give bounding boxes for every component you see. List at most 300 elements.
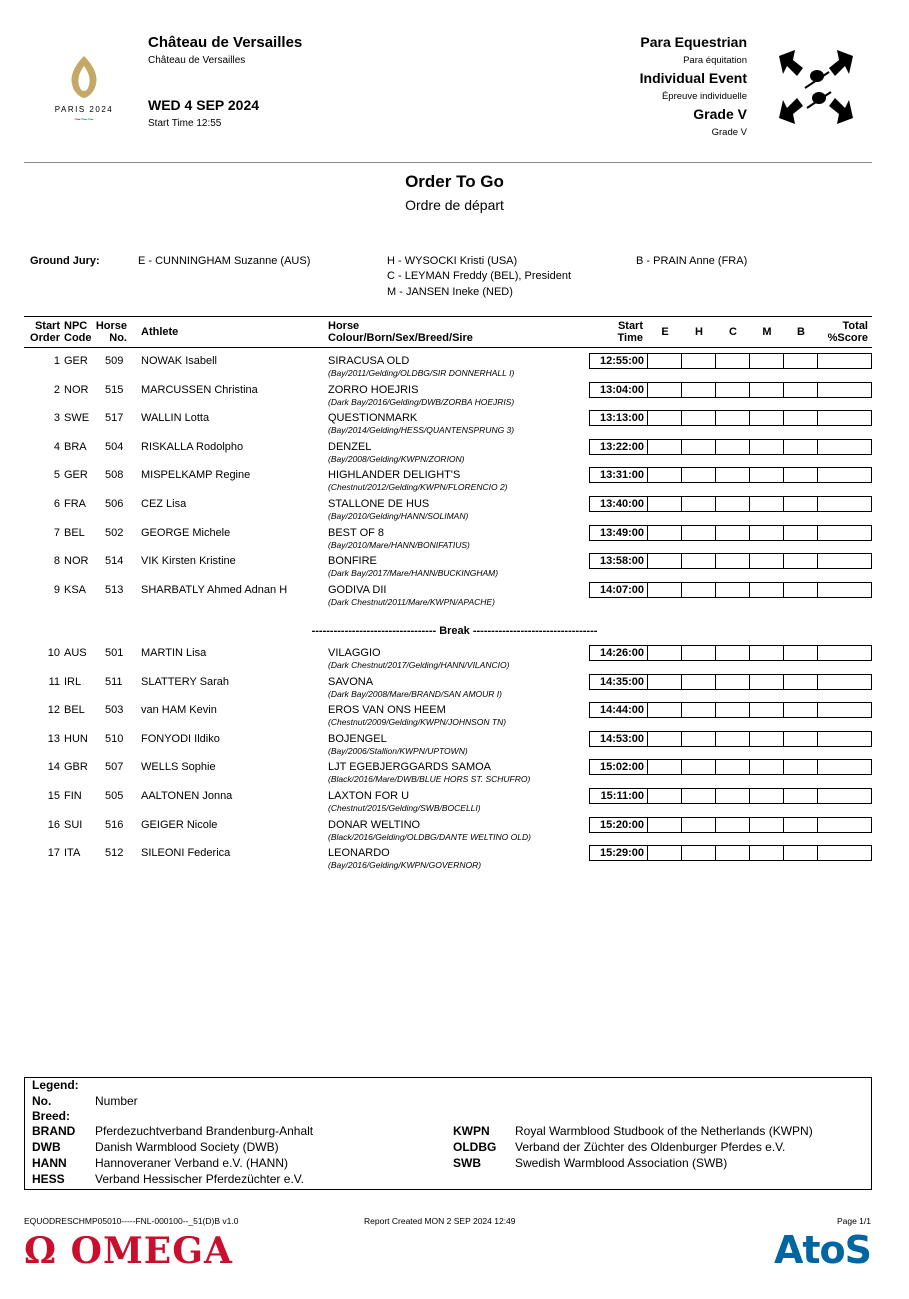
- score-box: [715, 439, 750, 455]
- time-box: [589, 496, 648, 512]
- col-horse-no-1: Horse: [95, 320, 127, 332]
- table-row: [24, 843, 874, 871]
- score-box: [783, 496, 818, 512]
- start-order: 17: [47, 847, 60, 860]
- athlete-name: CEZ Lisa: [141, 498, 187, 510]
- start-order: 10: [47, 647, 60, 659]
- score-box: [783, 845, 818, 861]
- legend-key: SWB: [453, 1156, 481, 1170]
- start-time-cell: 14:44:00: [599, 704, 644, 717]
- score-box: [647, 410, 682, 426]
- table-row: [24, 494, 874, 522]
- npc-code: BEL: [64, 704, 85, 717]
- horse-description: (Bay/2008/Gelding/KWPN/ZORION): [328, 453, 465, 464]
- score-box: [647, 788, 682, 804]
- time-box: [589, 553, 648, 569]
- horse-number: 504: [105, 440, 124, 453]
- athlete-name: GEORGE Michele: [141, 526, 231, 539]
- horse-number: 509: [105, 355, 124, 367]
- athlete-name: van HAM Kevin: [141, 704, 217, 717]
- legend-no-value: Number: [95, 1094, 138, 1108]
- time-box: [589, 410, 648, 426]
- score-box: [817, 788, 872, 804]
- score-box: [681, 788, 716, 804]
- npc-code: SUI: [64, 818, 83, 831]
- score-box: [715, 788, 750, 804]
- table-row: [24, 729, 874, 757]
- score-box: [715, 817, 750, 833]
- score-box: [681, 674, 716, 690]
- score-box: [715, 553, 750, 569]
- score-box: [715, 845, 750, 861]
- horse-number: 503: [105, 704, 124, 717]
- score-box: [715, 582, 750, 598]
- grade-fr: Grade V: [711, 127, 747, 138]
- legend-box: [24, 1077, 872, 1190]
- score-box: [647, 759, 682, 775]
- score-box: [749, 553, 784, 569]
- score-box: [681, 817, 716, 833]
- table-row: [24, 551, 874, 579]
- horse-name: LEONARDO: [328, 847, 390, 860]
- legend-key: BRAND: [32, 1124, 76, 1138]
- score-box: [817, 817, 872, 833]
- score-box: [783, 645, 818, 661]
- col-total-2: %Score: [827, 332, 868, 344]
- score-box: [783, 382, 818, 398]
- start-time-cell: 12:55:00: [599, 355, 644, 367]
- horse-name: ZORRO HOEJRIS: [328, 383, 419, 396]
- athlete-name: AALTONEN Jonna: [141, 790, 233, 802]
- col-horse-2: Colour/Born/Sex/Breed/Sire: [328, 332, 473, 344]
- legend-title: Legend:: [32, 1078, 79, 1092]
- athlete-name: MARCUSSEN Christina: [141, 383, 258, 396]
- table-row: [24, 523, 874, 551]
- legend-key: HANN: [32, 1156, 67, 1170]
- jury-label: Ground Jury:: [30, 255, 100, 267]
- npc-code: BEL: [64, 526, 85, 539]
- horse-description: (Chestnut/2015/Gelding/SWB/BOCELLI): [328, 803, 481, 813]
- horse-number: 516: [105, 818, 124, 831]
- horse-number: 505: [105, 790, 124, 802]
- omega-logo: Ω OMEGA: [24, 1230, 233, 1272]
- athlete-name: WALLIN Lotta: [141, 412, 210, 425]
- horse-number: 512: [105, 847, 124, 860]
- score-box: [783, 525, 818, 541]
- time-box: [589, 731, 648, 747]
- horse-name: HIGHLANDER DELIGHT'S: [328, 469, 461, 482]
- score-box: [749, 353, 784, 369]
- horse-description: (Dark Chestnut/2017/Gelding/HANN/VILANCIO): [328, 660, 510, 670]
- score-box: [783, 582, 818, 598]
- horse-description: (Dark Bay/2008/Mare/BRAND/SAN AMOUR I): [328, 688, 502, 699]
- horse-description: (Bay/2006/Stallion/KWPN/UPTOWN): [328, 745, 468, 756]
- grade: Grade V: [693, 106, 747, 122]
- score-box: [681, 702, 716, 718]
- time-box: [589, 353, 648, 369]
- table-row: [24, 351, 874, 379]
- athlete-name: NOWAK Isabell: [141, 355, 218, 367]
- horse-description: (Dark Bay/2017/Mare/HANN/BUCKINGHAM): [328, 568, 499, 579]
- table-row: [24, 757, 874, 785]
- horse-description: (Dark Bay/2016/Gelding/DWB/ZORBA HOEJRIS): [328, 396, 515, 407]
- score-box: [681, 759, 716, 775]
- npc-code: SWE: [64, 412, 90, 425]
- page-subtitle: Ordre de départ: [405, 197, 504, 213]
- npc-code: BRA: [64, 440, 87, 453]
- score-box: [681, 731, 716, 747]
- start-time-cell: 14:26:00: [599, 647, 644, 659]
- horse-number: 515: [105, 383, 124, 396]
- time-box: [589, 845, 648, 861]
- score-box: [715, 645, 750, 661]
- athlete-name: WELLS Sophie: [141, 761, 216, 774]
- score-box: [783, 439, 818, 455]
- horse-name: LAXTON FOR U: [328, 790, 410, 802]
- score-box: [681, 353, 716, 369]
- legend-key: DWB: [32, 1140, 61, 1154]
- judge-m: M - JANSEN Ineke (NED): [387, 286, 513, 298]
- col-start-time-1: Start: [617, 320, 643, 332]
- judge-e: E - CUNNINGHAM Suzanne (AUS): [138, 255, 311, 267]
- table-row: [24, 408, 874, 436]
- score-box: [647, 674, 682, 690]
- score-box: [783, 788, 818, 804]
- athlete-name: VIK Kirsten Kristine: [141, 555, 236, 568]
- start-order: 12: [47, 704, 60, 717]
- score-box: [647, 731, 682, 747]
- legend-value: Pferdezuchtverband Brandenburg-Anhalt: [95, 1124, 314, 1138]
- paris-2024-logo: [54, 52, 114, 128]
- horse-name: SIRACUSA OLD: [328, 355, 410, 367]
- score-box: [749, 702, 784, 718]
- table-row: [24, 465, 874, 493]
- horse-number: 514: [105, 555, 124, 568]
- start-time-cell: 14:07:00: [599, 583, 644, 596]
- npc-code: GER: [64, 469, 88, 482]
- time-box: [589, 788, 648, 804]
- start-time-cell: 14:53:00: [599, 732, 644, 745]
- score-box: [817, 731, 872, 747]
- start-order: 8: [53, 555, 60, 568]
- legend-value: Hannoveraner Verband e.V. (HANN): [95, 1156, 288, 1170]
- horse-number: 508: [105, 469, 124, 482]
- start-order: 9: [53, 583, 60, 596]
- start-time-cell: 13:31:00: [599, 469, 644, 482]
- horse-name: QUESTIONMARK: [328, 412, 418, 425]
- score-box: [817, 553, 872, 569]
- score-box: [817, 645, 872, 661]
- score-box: [749, 674, 784, 690]
- page-title: Order To Go: [405, 172, 504, 191]
- sport-name: Para Equestrian: [640, 34, 747, 50]
- npc-code: FIN: [64, 790, 82, 802]
- npc-code: FRA: [64, 498, 86, 510]
- score-box: [715, 759, 750, 775]
- table-row: [24, 700, 874, 728]
- start-time-cell: 15:20:00: [599, 818, 644, 831]
- page-number: Page 1/1: [836, 1216, 871, 1226]
- horse-description: (Bay/2014/Gelding/HESS/QUANTENSPRUNG 3): [328, 425, 515, 436]
- col-horse-1: Horse: [328, 320, 360, 332]
- score-box: [647, 467, 682, 483]
- score-box: [715, 382, 750, 398]
- horse-description: (Bay/2010/Mare/HANN/BONIFATIUS): [328, 539, 470, 550]
- horse-description: (Chestnut/2009/Gelding/KWPN/JOHNSON TN): [328, 717, 507, 728]
- score-box: [783, 553, 818, 569]
- score-box: [817, 845, 872, 861]
- score-box: [715, 467, 750, 483]
- table-row: [24, 672, 874, 700]
- event-name: Individual Event: [639, 70, 747, 86]
- start-order: 15: [47, 790, 60, 802]
- start-order: 1: [53, 355, 60, 367]
- horse-name: SAVONA: [328, 675, 374, 688]
- npc-code: NOR: [64, 383, 89, 396]
- score-box: [749, 467, 784, 483]
- col-npc-2: Code: [64, 332, 92, 344]
- legend-no-key: No.: [32, 1094, 52, 1108]
- horse-name: EROS VAN ONS HEEM: [328, 704, 446, 717]
- start-time-cell: 13:13:00: [599, 412, 644, 425]
- score-box: [715, 525, 750, 541]
- athlete-name: SLATTERY Sarah: [141, 675, 230, 688]
- legend-value: Royal Warmblood Studbook of the Netherlands (KWPN): [515, 1124, 813, 1138]
- horse-description: (Black/2016/Mare/DWB/BLUE HORS ST. SCHUFRO): [328, 774, 531, 785]
- score-box: [783, 759, 818, 775]
- score-box: [817, 467, 872, 483]
- score-box: [749, 645, 784, 661]
- atos-logo: AtoS: [773, 1228, 871, 1272]
- horse-number: 506: [105, 498, 124, 510]
- start-time-cell: 13:58:00: [599, 555, 644, 568]
- start-order: 13: [47, 732, 60, 745]
- horse-number: 501: [105, 647, 124, 659]
- legend-key: OLDBG: [453, 1140, 497, 1154]
- start-time-cell: 13:04:00: [599, 383, 644, 396]
- start-order: 11: [48, 675, 60, 688]
- score-box: [647, 553, 682, 569]
- horse-name: LJT EGEBJERGGARDS SAMOA: [328, 761, 492, 774]
- table-row: [24, 815, 874, 843]
- horse-number: 507: [105, 761, 124, 774]
- score-box: [681, 382, 716, 398]
- venue-subtitle: Château de Versailles: [148, 55, 246, 66]
- npc-code: KSA: [64, 583, 87, 596]
- judge-b: B - PRAIN Anne (FRA): [636, 255, 748, 267]
- score-box: [647, 496, 682, 512]
- horse-description: (Chestnut/2012/Gelding/KWPN/FLORENCIO 2): [328, 482, 508, 493]
- score-box: [783, 731, 818, 747]
- score-box: [647, 702, 682, 718]
- horse-number: 502: [105, 526, 124, 539]
- score-box: [647, 817, 682, 833]
- time-box: [589, 382, 648, 398]
- time-box: [589, 759, 648, 775]
- col-m: M: [762, 326, 772, 338]
- score-box: [715, 496, 750, 512]
- horse-name: DONAR WELTINO: [328, 818, 421, 831]
- score-box: [749, 525, 784, 541]
- horse-description: (Bay/2011/Gelding/OLDBG/SIR DONNERHALL I): [328, 368, 515, 378]
- table-row: [24, 380, 874, 408]
- score-box: [783, 702, 818, 718]
- score-box: [647, 645, 682, 661]
- header-divider: [24, 162, 872, 163]
- horse-number: 511: [105, 675, 123, 688]
- score-box: [817, 353, 872, 369]
- table-row: [24, 643, 874, 671]
- table-header: [24, 316, 872, 348]
- horse-number: 510: [105, 732, 124, 745]
- score-box: [817, 702, 872, 718]
- score-box: [749, 582, 784, 598]
- score-box: [749, 410, 784, 426]
- score-box: [715, 702, 750, 718]
- start-time-cell: 15:02:00: [599, 761, 644, 774]
- score-box: [681, 525, 716, 541]
- logo-text: PARIS 2024: [54, 105, 114, 114]
- time-box: [589, 582, 648, 598]
- score-box: [681, 553, 716, 569]
- npc-code: HUN: [64, 732, 88, 745]
- score-box: [681, 645, 716, 661]
- col-start-order-1: Start: [34, 320, 60, 332]
- score-box: [715, 410, 750, 426]
- time-box: [589, 702, 648, 718]
- start-time-cell: 13:22:00: [599, 440, 644, 453]
- sport-name-fr: Para équitation: [683, 55, 747, 66]
- score-box: [681, 410, 716, 426]
- score-box: [681, 582, 716, 598]
- col-horse-no-2: No.: [109, 332, 127, 344]
- start-order: 2: [53, 383, 60, 396]
- start-time-cell: 13:40:00: [599, 498, 644, 510]
- score-box: [783, 467, 818, 483]
- score-box: [817, 410, 872, 426]
- score-box: [681, 439, 716, 455]
- venue-title: Château de Versailles: [148, 34, 303, 51]
- score-box: [783, 410, 818, 426]
- athlete-name: FONYODI Ildiko: [141, 732, 220, 745]
- report-created: Report Created MON 2 SEP 2024 12:49: [364, 1216, 516, 1226]
- npc-code: GBR: [64, 761, 88, 774]
- col-e: E: [661, 326, 669, 338]
- athlete-name: RISKALLA Rodolpho: [141, 440, 244, 453]
- horse-description: (Dark Chestnut/2011/Mare/KWPN/APACHE): [328, 596, 495, 607]
- horse-name: BEST OF 8: [328, 526, 385, 539]
- legend-key: KWPN: [453, 1124, 490, 1138]
- score-box: [783, 353, 818, 369]
- agitos-icon: ~~~: [74, 114, 94, 126]
- col-start-order-2: Order: [30, 332, 60, 344]
- score-box: [647, 845, 682, 861]
- start-order: 14: [47, 761, 60, 774]
- score-box: [715, 674, 750, 690]
- start-order: 4: [53, 440, 60, 453]
- start-order: 16: [47, 818, 60, 831]
- horse-name: DENZEL: [328, 440, 372, 453]
- horse-description: (Black/2016/Gelding/OLDBG/DANTE WELTINO OLD): [328, 831, 531, 842]
- score-box: [783, 817, 818, 833]
- start-order: 3: [53, 412, 60, 425]
- legend-value: Verband der Züchter des Oldenburger Pferdes e.V.: [515, 1140, 786, 1154]
- document-code: EQUODRESCHMP05010-----FNL-000100--_51(D)B v1.0: [24, 1216, 239, 1226]
- horse-number: 517: [105, 412, 124, 425]
- npc-code: NOR: [64, 555, 89, 568]
- score-box: [715, 353, 750, 369]
- legend-key: HESS: [32, 1172, 65, 1186]
- athlete-name: SILEONI Federica: [141, 847, 231, 860]
- score-box: [749, 439, 784, 455]
- col-b: B: [797, 326, 805, 338]
- start-time-cell: 15:11:00: [600, 790, 644, 802]
- horse-name: STALLONE DE HUS: [328, 498, 430, 510]
- col-h: H: [695, 326, 703, 338]
- start-time-cell: 13:49:00: [599, 526, 644, 539]
- score-box: [647, 353, 682, 369]
- score-box: [749, 817, 784, 833]
- horse-name: BOJENGEL: [328, 732, 387, 745]
- time-box: [589, 645, 648, 661]
- npc-code: ITA: [64, 847, 81, 860]
- col-c: C: [729, 326, 737, 338]
- start-time-cell: 14:35:00: [599, 675, 644, 688]
- score-box: [647, 439, 682, 455]
- score-box: [817, 525, 872, 541]
- legend-value: Danish Warmblood Society (DWB): [95, 1140, 279, 1154]
- legend-value: Verband Hessischer Pferdezüchter e.V.: [95, 1172, 305, 1186]
- horse-name: GODIVA DII: [328, 583, 387, 596]
- start-time: Start Time 12:55: [148, 118, 222, 129]
- flame-icon: [54, 52, 114, 102]
- horse-description: (Bay/2010/Gelding/HANN/SOLIMAN): [328, 511, 469, 521]
- col-athlete: Athlete: [141, 326, 179, 338]
- horse-description: (Bay/2016/Gelding/KWPN/GOVERNOR): [328, 860, 482, 871]
- event-name-fr: Épreuve individuelle: [661, 91, 747, 102]
- legend-breed-title: Breed:: [32, 1109, 71, 1123]
- npc-code: GER: [64, 355, 88, 367]
- score-box: [817, 496, 872, 512]
- score-box: [681, 845, 716, 861]
- legend-value: Swedish Warmblood Association (SWB): [515, 1156, 728, 1170]
- judge-c: C - LEYMAN Freddy (BEL), President: [387, 270, 572, 282]
- score-box: [715, 731, 750, 747]
- athlete-name: GEIGER Nicole: [141, 818, 218, 831]
- score-box: [749, 845, 784, 861]
- score-box: [817, 582, 872, 598]
- athlete-name: MARTIN Lisa: [141, 647, 207, 659]
- horse-name: VILAGGIO: [328, 647, 381, 659]
- score-box: [749, 382, 784, 398]
- time-box: [589, 817, 648, 833]
- para-equestrian-pictogram-icon: [773, 46, 859, 133]
- horse-number: 513: [105, 583, 124, 596]
- table-row: [24, 786, 874, 814]
- col-npc-1: NPC: [64, 320, 88, 332]
- table-row: [24, 580, 874, 608]
- start-order: 6: [53, 498, 60, 510]
- score-box: [647, 382, 682, 398]
- athlete-name: MISPELKAMP Regine: [141, 469, 251, 482]
- start-order: 5: [53, 469, 60, 482]
- score-box: [749, 496, 784, 512]
- time-box: [589, 467, 648, 483]
- score-box: [647, 525, 682, 541]
- score-box: [817, 382, 872, 398]
- npc-code: AUS: [64, 647, 87, 659]
- score-box: [817, 759, 872, 775]
